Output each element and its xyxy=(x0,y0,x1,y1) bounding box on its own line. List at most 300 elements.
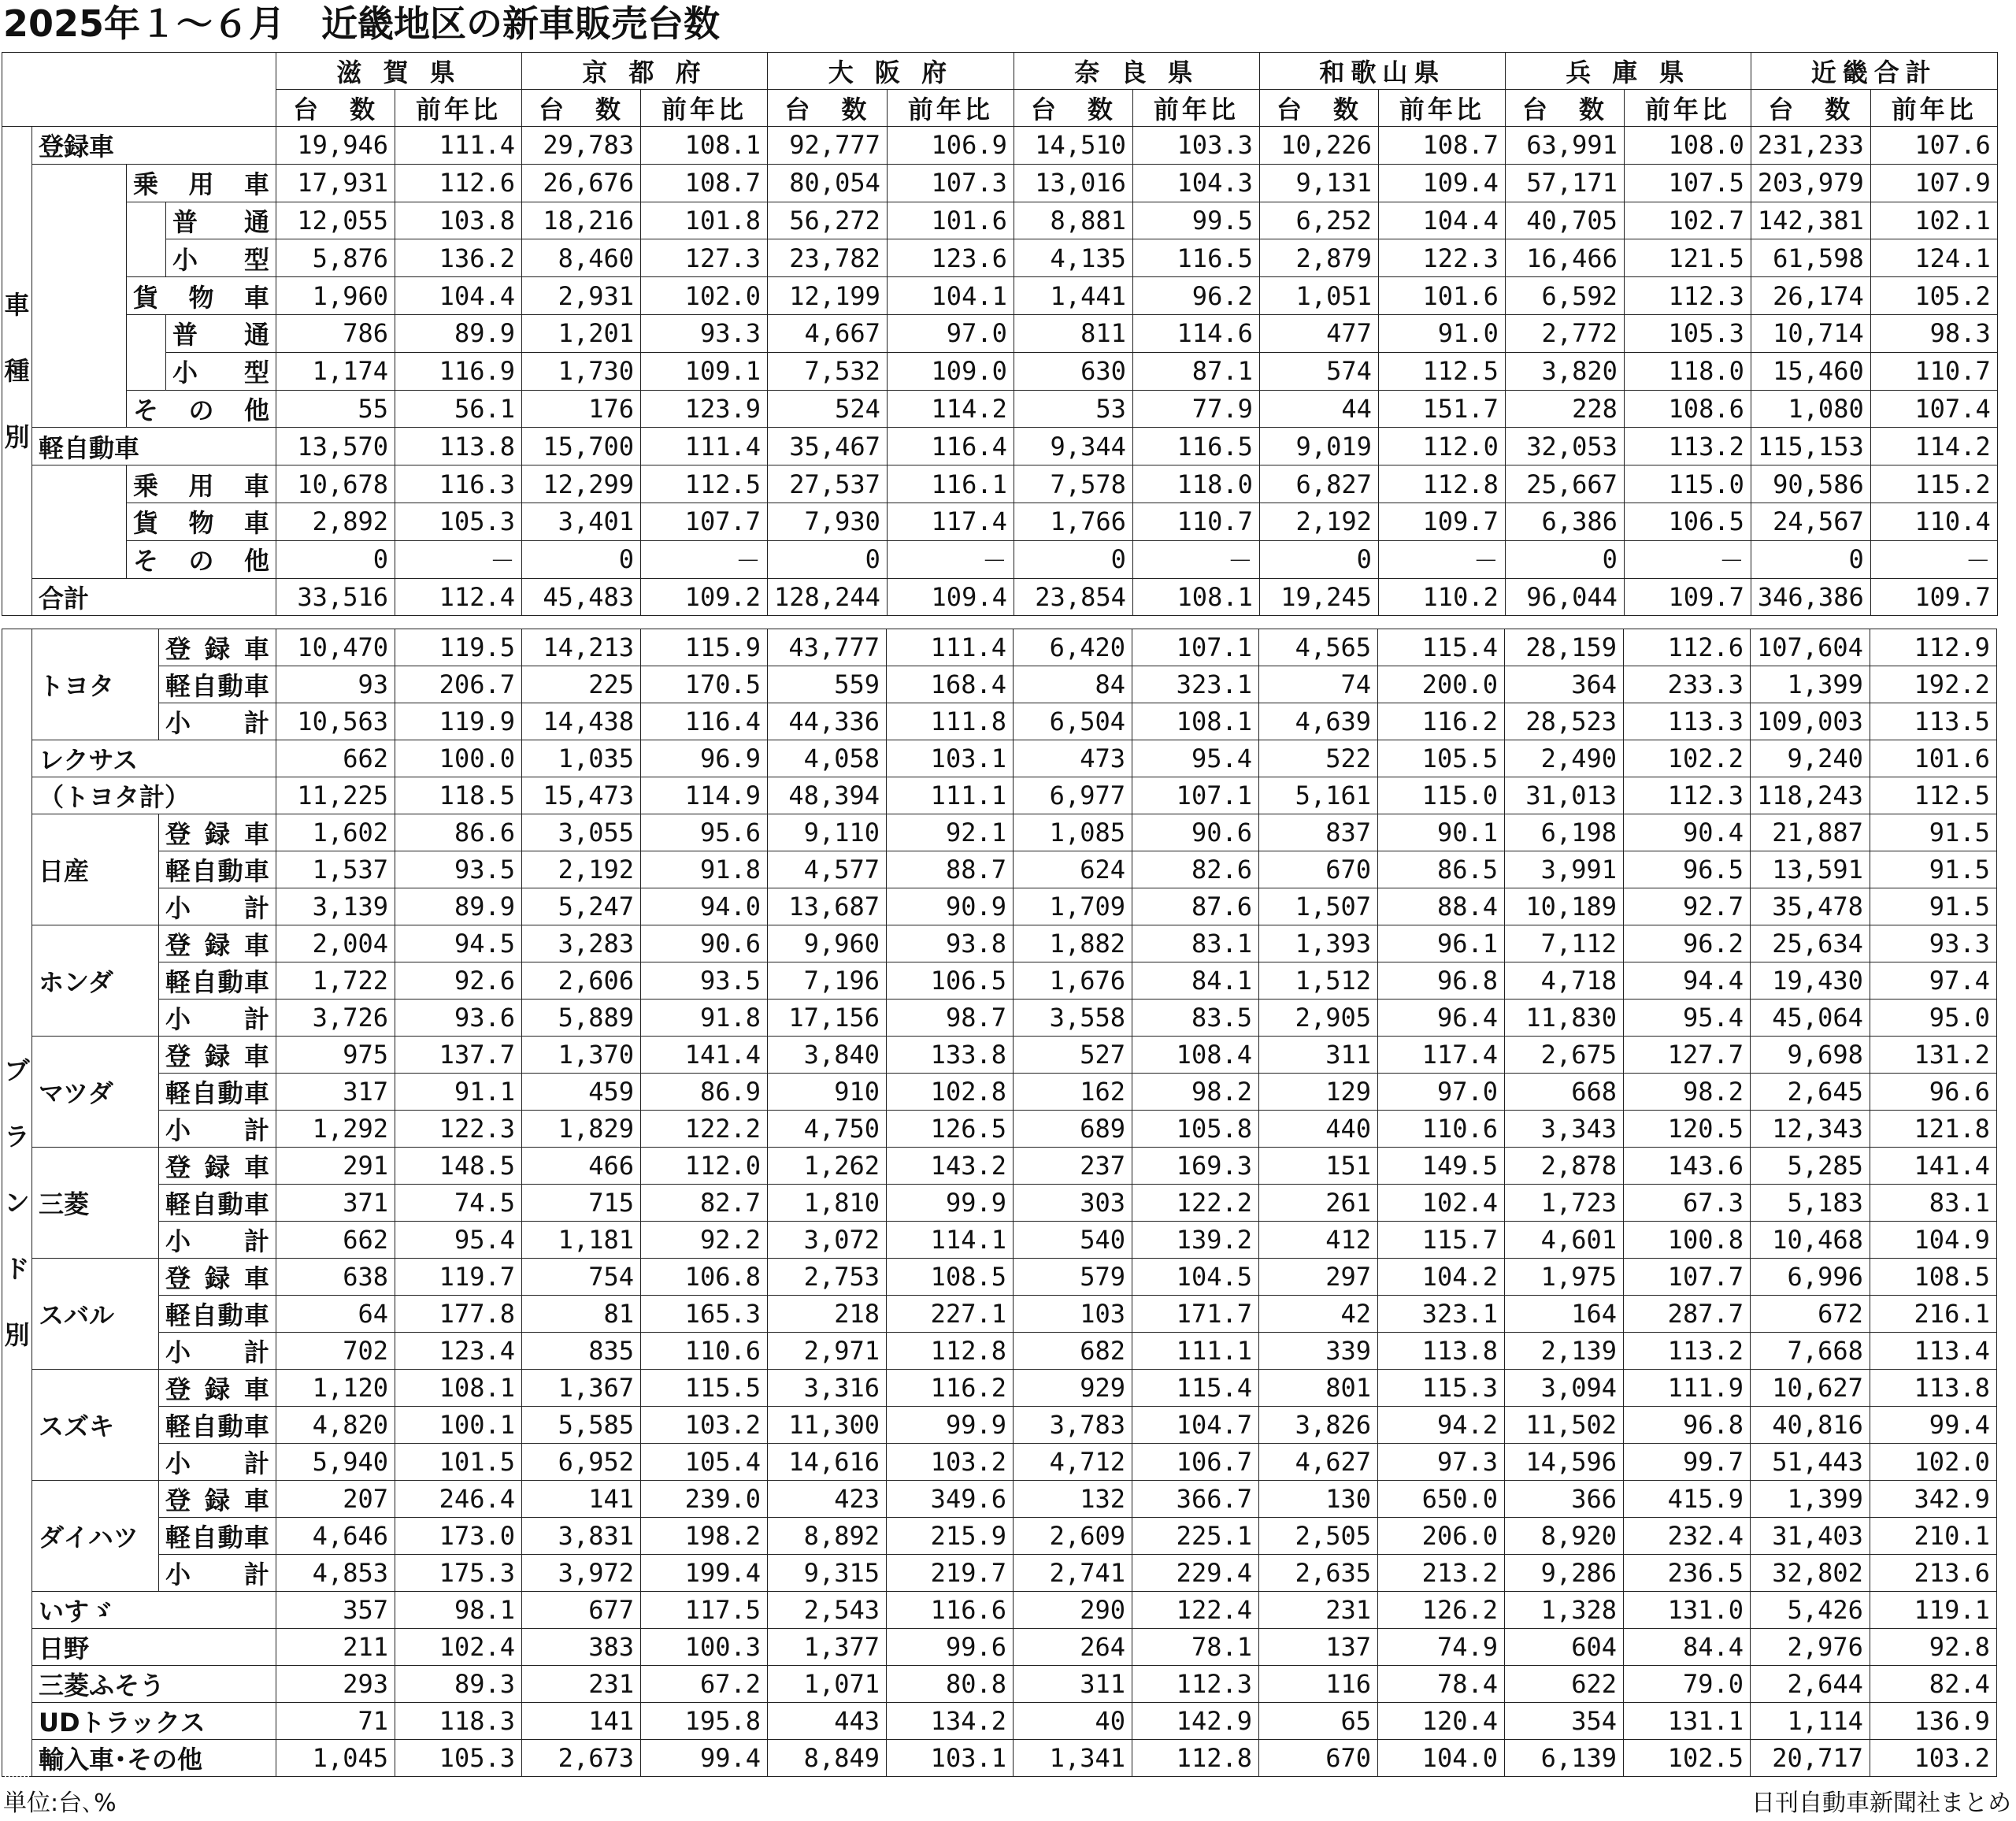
sub-label: 小 計 xyxy=(159,1000,276,1037)
ratio-cell: 121.5 xyxy=(1624,239,1751,277)
ratio-cell: 78.4 xyxy=(1378,1666,1505,1703)
ratio-cell: 88.7 xyxy=(887,851,1014,888)
count-cell: 12,199 xyxy=(768,277,888,315)
ratio-cell: 102.0 xyxy=(1870,1444,1996,1481)
count-cell: 1,377 xyxy=(768,1629,887,1666)
ratio-cell: 116.1 xyxy=(887,465,1014,503)
count-cell: 6,952 xyxy=(522,1444,641,1481)
ratio-cell: 103.2 xyxy=(887,1444,1014,1481)
count-cell: 2,192 xyxy=(1259,503,1378,540)
ratio-cell: 101.5 xyxy=(395,1444,522,1481)
count-cell: 1,051 xyxy=(1259,277,1378,315)
ratio-cell: 109.0 xyxy=(887,352,1014,390)
table-row xyxy=(2,1370,1997,1407)
ratio-cell: 99.9 xyxy=(887,1185,1014,1222)
count-cell: 2,505 xyxy=(1259,1518,1378,1555)
count-cell: 141 xyxy=(522,1481,641,1518)
ratio-cell: 287.7 xyxy=(1624,1296,1751,1333)
ratio-cell: 102.0 xyxy=(641,277,768,315)
indent xyxy=(32,390,127,428)
count-cell: 6,198 xyxy=(1505,814,1624,851)
count-cell: 55 xyxy=(276,390,395,428)
count-cell: 18,216 xyxy=(522,202,641,239)
brand-name: ホンダ xyxy=(32,925,159,1037)
ratio-cell: 122.2 xyxy=(1132,1185,1259,1222)
ratio-cell: 108.5 xyxy=(1870,1259,1996,1296)
count-cell: 297 xyxy=(1259,1259,1378,1296)
ratio-cell: 110.2 xyxy=(1378,578,1505,616)
count-cell: 702 xyxy=(276,1333,395,1370)
count-cell: 141 xyxy=(522,1703,641,1740)
count-cell: 2,004 xyxy=(276,925,395,962)
ratio-cell: 108.1 xyxy=(641,127,768,165)
count-cell: 0 xyxy=(522,540,641,578)
ratio-cell: 90.4 xyxy=(1624,814,1751,851)
count-cell: 4,646 xyxy=(276,1518,395,1555)
ratio-cell: 110.6 xyxy=(1378,1111,1505,1148)
ratio-cell: 87.6 xyxy=(1132,888,1259,925)
count-cell: 26,174 xyxy=(1751,277,1870,315)
count-cell: 3,726 xyxy=(276,1000,395,1037)
ratio-cell: 106.5 xyxy=(1624,503,1751,540)
count-cell: 522 xyxy=(1259,740,1378,777)
ratio-cell: 104.4 xyxy=(1378,202,1505,239)
indent xyxy=(32,239,127,277)
ratio-cell: 113.8 xyxy=(1378,1333,1505,1370)
ratio-cell: 110.7 xyxy=(1132,503,1259,540)
ratio-cell: 113.8 xyxy=(1870,1370,1996,1407)
ratio-cell: 90.9 xyxy=(887,888,1014,925)
table-row xyxy=(2,740,1997,777)
ratio-cell: 113.8 xyxy=(395,428,522,465)
count-cell: 786 xyxy=(276,314,395,352)
count-cell: 53 xyxy=(1014,390,1132,428)
ratio-cell: 97.3 xyxy=(1378,1444,1505,1481)
ratio-cell: 229.4 xyxy=(1132,1555,1259,1592)
count-cell: 151 xyxy=(1259,1148,1378,1185)
ratio-cell: 93.6 xyxy=(395,1000,522,1037)
ratio-cell: 74.5 xyxy=(395,1185,522,1222)
ratio-cell: 109.2 xyxy=(641,578,768,616)
ratio-cell: 99.6 xyxy=(887,1629,1014,1666)
count-cell: 35,478 xyxy=(1751,888,1870,925)
region-header: 京 都 府 xyxy=(522,53,768,90)
ratio-cell: 74.9 xyxy=(1378,1629,1505,1666)
ratio-cell: 114.2 xyxy=(1870,428,1997,465)
sub-label: 小 計 xyxy=(159,1111,276,1148)
indent xyxy=(32,503,127,540)
count-cell: 1,045 xyxy=(276,1740,395,1777)
count-cell: 371 xyxy=(276,1185,395,1222)
ratio-cell: － xyxy=(887,540,1014,578)
ratio-cell: 118.0 xyxy=(1624,352,1751,390)
count-cell: 3,139 xyxy=(276,888,395,925)
count-cell: 84 xyxy=(1014,666,1132,703)
ratio-cell: 107.9 xyxy=(1870,164,1997,202)
ratio-cell: 91.0 xyxy=(1378,314,1505,352)
ratio-cell: 650.0 xyxy=(1378,1481,1505,1518)
ratio-cell: 101.8 xyxy=(641,202,768,239)
ratio-cell: 109.4 xyxy=(887,578,1014,616)
ratio-cell: 95.4 xyxy=(1624,1000,1751,1037)
ratio-cell: 114.6 xyxy=(1132,314,1259,352)
sub-label: 小 計 xyxy=(159,703,276,740)
ratio-cell: 89.9 xyxy=(395,314,522,352)
ratio-cell: 127.3 xyxy=(641,239,768,277)
ratio-cell: 126.2 xyxy=(1378,1592,1505,1629)
count-cell: 48,394 xyxy=(768,777,887,814)
ratio-cell: 99.7 xyxy=(1624,1444,1751,1481)
count-cell: 524 xyxy=(768,390,888,428)
ratio-cell: － xyxy=(1132,540,1259,578)
count-cell: 42 xyxy=(1259,1296,1378,1333)
count-cell: 29,783 xyxy=(522,127,641,165)
ratio-cell: 102.7 xyxy=(1624,202,1751,239)
ratio-cell: 105.8 xyxy=(1132,1111,1259,1148)
ratio-cell: 101.6 xyxy=(1870,740,1996,777)
ratio-cell: 225.1 xyxy=(1132,1518,1259,1555)
ratio-cell: 105.4 xyxy=(641,1444,768,1481)
count-cell: 7,112 xyxy=(1505,925,1624,962)
ratio-cell: 91.5 xyxy=(1870,888,1996,925)
ratio-cell: 232.4 xyxy=(1624,1518,1751,1555)
ratio-cell: 105.3 xyxy=(395,503,522,540)
ratio-cell: 94.0 xyxy=(641,888,768,925)
ratio-cell: 109.7 xyxy=(1870,578,1997,616)
ratio-cell: 102.8 xyxy=(887,1074,1014,1111)
ratio-cell: 86.6 xyxy=(395,814,522,851)
ratio-cell: － xyxy=(395,540,522,578)
count-cell: 129 xyxy=(1259,1074,1378,1111)
table-row xyxy=(2,1592,1997,1629)
ratio-cell: 175.3 xyxy=(395,1555,522,1592)
count-cell: 672 xyxy=(1751,1296,1870,1333)
count-cell: 10,563 xyxy=(276,703,395,740)
row-label: 貨 物 車 xyxy=(127,277,276,315)
ratio-cell: 219.7 xyxy=(887,1555,1014,1592)
ratio-cell: 119.5 xyxy=(395,629,522,666)
table-row xyxy=(2,390,1998,428)
ratio-cell: 91.5 xyxy=(1870,851,1996,888)
count-cell: 1,114 xyxy=(1751,1703,1870,1740)
count-cell: 3,055 xyxy=(522,814,641,851)
count-cell: 14,213 xyxy=(522,629,641,666)
count-cell: 40,816 xyxy=(1751,1407,1870,1444)
ratio-cell: 67.2 xyxy=(641,1666,768,1703)
ratio-cell: 108.1 xyxy=(1132,578,1259,616)
count-cell: 5,889 xyxy=(522,1000,641,1037)
ratio-cell: 118.0 xyxy=(1132,465,1259,503)
sub-label: 軽自動車 xyxy=(159,962,276,1000)
count-cell: 13,591 xyxy=(1751,851,1870,888)
count-cell: 7,196 xyxy=(768,962,887,1000)
ratio-cell: － xyxy=(1870,540,1997,578)
sub-label: 小 計 xyxy=(159,1333,276,1370)
count-cell: 1,292 xyxy=(276,1111,395,1148)
count-cell: 45,064 xyxy=(1751,1000,1870,1037)
ratio-cell: 123.9 xyxy=(641,390,768,428)
sub-label: 小 計 xyxy=(159,1222,276,1259)
ratio-cell: 105.5 xyxy=(1378,740,1505,777)
sub-label: 登 録 車 xyxy=(159,925,276,962)
count-cell: 579 xyxy=(1014,1259,1132,1296)
row-label: 貨 物 車 xyxy=(127,503,276,540)
table-row xyxy=(2,1444,1997,1481)
ratio-cell: 100.1 xyxy=(395,1407,522,1444)
ratio-cell: 101.6 xyxy=(1378,277,1505,315)
ratio-cell: 92.8 xyxy=(1870,1629,1996,1666)
ratio-cell: 92.2 xyxy=(641,1222,768,1259)
ratio-cell: 83.1 xyxy=(1132,925,1259,962)
count-cell: 5,183 xyxy=(1751,1185,1870,1222)
indent xyxy=(32,465,127,503)
sub-label: 登 録 車 xyxy=(159,629,276,666)
count-cell: 8,849 xyxy=(768,1740,887,1777)
ratio-cell: 102.4 xyxy=(1378,1185,1505,1222)
count-cell: 5,585 xyxy=(522,1407,641,1444)
region-header: 兵 庫 県 xyxy=(1505,53,1751,90)
ratio-cell: 91.5 xyxy=(1870,814,1996,851)
ratio-cell: 98.1 xyxy=(395,1592,522,1629)
count-cell: 1,829 xyxy=(522,1111,641,1148)
count-cell: 1,537 xyxy=(276,851,395,888)
ratio-cell: 137.7 xyxy=(395,1037,522,1074)
count-cell: 2,931 xyxy=(522,277,641,315)
row-label: 軽自動車 xyxy=(32,428,276,465)
ratio-cell: 112.8 xyxy=(1132,1740,1259,1777)
ratio-cell: 105.3 xyxy=(1624,314,1751,352)
count-cell: 25,634 xyxy=(1751,925,1870,962)
count-cell: 40,705 xyxy=(1505,202,1624,239)
ratio-cell: 108.4 xyxy=(1132,1037,1259,1074)
count-cell: 317 xyxy=(276,1074,395,1111)
ratio-cell: 89.3 xyxy=(395,1666,522,1703)
ratio-cell: 168.4 xyxy=(887,666,1014,703)
ratio-cell: 104.4 xyxy=(395,277,522,315)
count-cell: 3,783 xyxy=(1014,1407,1132,1444)
ratio-cell: 111.1 xyxy=(1132,1333,1259,1370)
count-cell: 4,627 xyxy=(1259,1444,1378,1481)
count-header: 台 数 xyxy=(1259,90,1378,127)
count-cell: 7,930 xyxy=(768,503,888,540)
count-cell: 6,386 xyxy=(1505,503,1624,540)
indent xyxy=(127,202,166,239)
count-cell: 837 xyxy=(1259,814,1378,851)
count-cell: 1,507 xyxy=(1259,888,1378,925)
count-cell: 1,882 xyxy=(1014,925,1132,962)
count-cell: 10,678 xyxy=(276,465,395,503)
indent xyxy=(127,352,166,390)
ratio-cell: 84.1 xyxy=(1132,962,1259,1000)
count-cell: 1,602 xyxy=(276,814,395,851)
count-cell: 3,826 xyxy=(1259,1407,1378,1444)
table-row xyxy=(2,1000,1997,1037)
ratio-cell: 198.2 xyxy=(641,1518,768,1555)
count-cell: 2,892 xyxy=(276,503,395,540)
ratio-cell: 171.7 xyxy=(1132,1296,1259,1333)
sub-label: 軽自動車 xyxy=(159,1518,276,1555)
ratio-cell: 108.6 xyxy=(1624,390,1751,428)
ratio-cell: 100.3 xyxy=(641,1629,768,1666)
table-row xyxy=(2,277,1998,315)
count-cell: 2,976 xyxy=(1751,1629,1870,1666)
ratio-cell: － xyxy=(641,540,768,578)
count-cell: 5,285 xyxy=(1751,1148,1870,1185)
count-cell: 527 xyxy=(1014,1037,1132,1074)
count-cell: 7,668 xyxy=(1751,1333,1870,1370)
ratio-cell: 96.6 xyxy=(1870,1074,1996,1111)
count-cell: 44 xyxy=(1259,390,1378,428)
count-cell: 0 xyxy=(1505,540,1624,578)
row-label: 乗 用 車 xyxy=(127,164,276,202)
count-cell: 4,853 xyxy=(276,1555,395,1592)
ratio-cell: 323.1 xyxy=(1378,1296,1505,1333)
ratio-cell: 93.5 xyxy=(395,851,522,888)
side-char: ラ xyxy=(4,1122,30,1152)
ratio-cell: 82.4 xyxy=(1870,1666,1996,1703)
indent xyxy=(32,314,127,352)
ratio-cell: 104.1 xyxy=(887,277,1014,315)
row-label: 合計 xyxy=(32,578,276,616)
count-cell: 118,243 xyxy=(1751,777,1870,814)
count-cell: 25,667 xyxy=(1505,465,1624,503)
count-cell: 4,601 xyxy=(1505,1222,1624,1259)
ratio-cell: 56.1 xyxy=(395,390,522,428)
ratio-cell: 107.7 xyxy=(641,503,768,540)
count-cell: 19,430 xyxy=(1751,962,1870,1000)
count-cell: 8,460 xyxy=(522,239,641,277)
section-label-brand xyxy=(2,629,32,1777)
count-header: 台 数 xyxy=(276,90,395,127)
count-cell: 31,403 xyxy=(1751,1518,1870,1555)
ratio-cell: 115.4 xyxy=(1378,629,1505,666)
ratio-cell: 108.0 xyxy=(1624,127,1751,165)
sub-label: 軽自動車 xyxy=(159,1407,276,1444)
count-cell: 10,627 xyxy=(1751,1370,1870,1407)
count-cell: 466 xyxy=(522,1148,641,1185)
ratio-cell: － xyxy=(1624,540,1751,578)
count-cell: 9,131 xyxy=(1259,164,1378,202)
ratio-cell: 107.1 xyxy=(1132,629,1259,666)
brand-name: 三菱ふそう xyxy=(32,1666,276,1703)
ratio-cell: 195.8 xyxy=(641,1703,768,1740)
count-cell: 10,714 xyxy=(1751,314,1870,352)
ratio-cell: 111.4 xyxy=(395,127,522,165)
count-header: 台 数 xyxy=(1751,90,1870,127)
ratio-cell: 112.3 xyxy=(1624,277,1751,315)
count-cell: 8,920 xyxy=(1505,1518,1624,1555)
ratio-cell: 142.9 xyxy=(1132,1703,1259,1740)
count-cell: 15,700 xyxy=(522,428,641,465)
count-cell: 13,687 xyxy=(768,888,887,925)
count-cell: 1,201 xyxy=(522,314,641,352)
count-cell: 1,085 xyxy=(1014,814,1132,851)
count-cell: 910 xyxy=(768,1074,887,1111)
ratio-cell: 103.2 xyxy=(1870,1740,1996,1777)
count-cell: 3,991 xyxy=(1505,851,1624,888)
count-cell: 4,718 xyxy=(1505,962,1624,1000)
sub-label: 軽自動車 xyxy=(159,666,276,703)
ratio-cell: 107.4 xyxy=(1870,390,1997,428)
table-row xyxy=(2,1666,1997,1703)
ratio-cell: 124.1 xyxy=(1870,239,1997,277)
ratio-cell: 233.3 xyxy=(1624,666,1751,703)
table-row xyxy=(2,1148,1997,1185)
table-row xyxy=(2,465,1998,503)
unit-note: 単位:台､% xyxy=(3,1789,117,1817)
count-cell: 630 xyxy=(1014,352,1132,390)
count-cell: 383 xyxy=(522,1629,641,1666)
ratio-cell: 114.2 xyxy=(887,390,1014,428)
ratio-cell: 107.3 xyxy=(887,164,1014,202)
sub-label: 軽自動車 xyxy=(159,851,276,888)
table-row xyxy=(2,314,1998,352)
count-cell: 92,777 xyxy=(768,127,888,165)
ratio-cell: 112.8 xyxy=(887,1333,1014,1370)
ratio-cell: 119.9 xyxy=(395,703,522,740)
ratio-cell: 98.2 xyxy=(1132,1074,1259,1111)
count-cell: 10,468 xyxy=(1751,1222,1870,1259)
table-row xyxy=(2,127,1998,165)
count-cell: 33,516 xyxy=(276,578,395,616)
count-cell: 9,240 xyxy=(1751,740,1870,777)
count-cell: 26,676 xyxy=(522,164,641,202)
count-cell: 677 xyxy=(522,1592,641,1629)
count-cell: 6,827 xyxy=(1259,465,1378,503)
count-cell: 2,644 xyxy=(1751,1666,1870,1703)
ratio-cell: 213.2 xyxy=(1378,1555,1505,1592)
ratio-cell: 115.7 xyxy=(1378,1222,1505,1259)
ratio-cell: － xyxy=(1378,540,1505,578)
source-note: 日刊自動車新聞社まとめ xyxy=(1751,1789,2011,1817)
ratio-cell: 112.5 xyxy=(1870,777,1996,814)
ratio-cell: 165.3 xyxy=(641,1296,768,1333)
table-row xyxy=(2,1333,1997,1370)
ratio-cell: 113.3 xyxy=(1624,703,1751,740)
ratio-cell: 111.4 xyxy=(887,629,1014,666)
ratio-cell: 116.9 xyxy=(395,352,522,390)
count-cell: 668 xyxy=(1505,1074,1624,1111)
ratio-cell: 118.3 xyxy=(395,1703,522,1740)
count-cell: 31,013 xyxy=(1505,777,1624,814)
side-char: 別 xyxy=(4,422,30,453)
count-cell: 3,094 xyxy=(1505,1370,1624,1407)
ratio-cell: 110.6 xyxy=(641,1333,768,1370)
count-cell: 130 xyxy=(1259,1481,1378,1518)
count-cell: 10,470 xyxy=(276,629,395,666)
ratio-header: 前年比 xyxy=(1378,90,1505,127)
ratio-cell: 118.5 xyxy=(395,777,522,814)
count-cell: 56,272 xyxy=(768,202,888,239)
count-cell: 4,577 xyxy=(768,851,887,888)
count-cell: 27,537 xyxy=(768,465,888,503)
count-cell: 32,053 xyxy=(1505,428,1624,465)
ratio-cell: 95.0 xyxy=(1870,1000,1996,1037)
ratio-cell: 78.1 xyxy=(1132,1629,1259,1666)
ratio-cell: 93.3 xyxy=(641,314,768,352)
count-cell: 364 xyxy=(1505,666,1624,703)
count-cell: 423 xyxy=(768,1481,887,1518)
table-row xyxy=(2,428,1998,465)
indent xyxy=(127,314,166,352)
ratio-cell: 104.3 xyxy=(1132,164,1259,202)
count-cell: 218 xyxy=(768,1296,887,1333)
count-cell: 801 xyxy=(1259,1370,1378,1407)
ratio-cell: 97.0 xyxy=(887,314,1014,352)
ratio-cell: 115.4 xyxy=(1132,1370,1259,1407)
count-cell: 4,135 xyxy=(1014,239,1132,277)
count-cell: 115,153 xyxy=(1751,428,1870,465)
